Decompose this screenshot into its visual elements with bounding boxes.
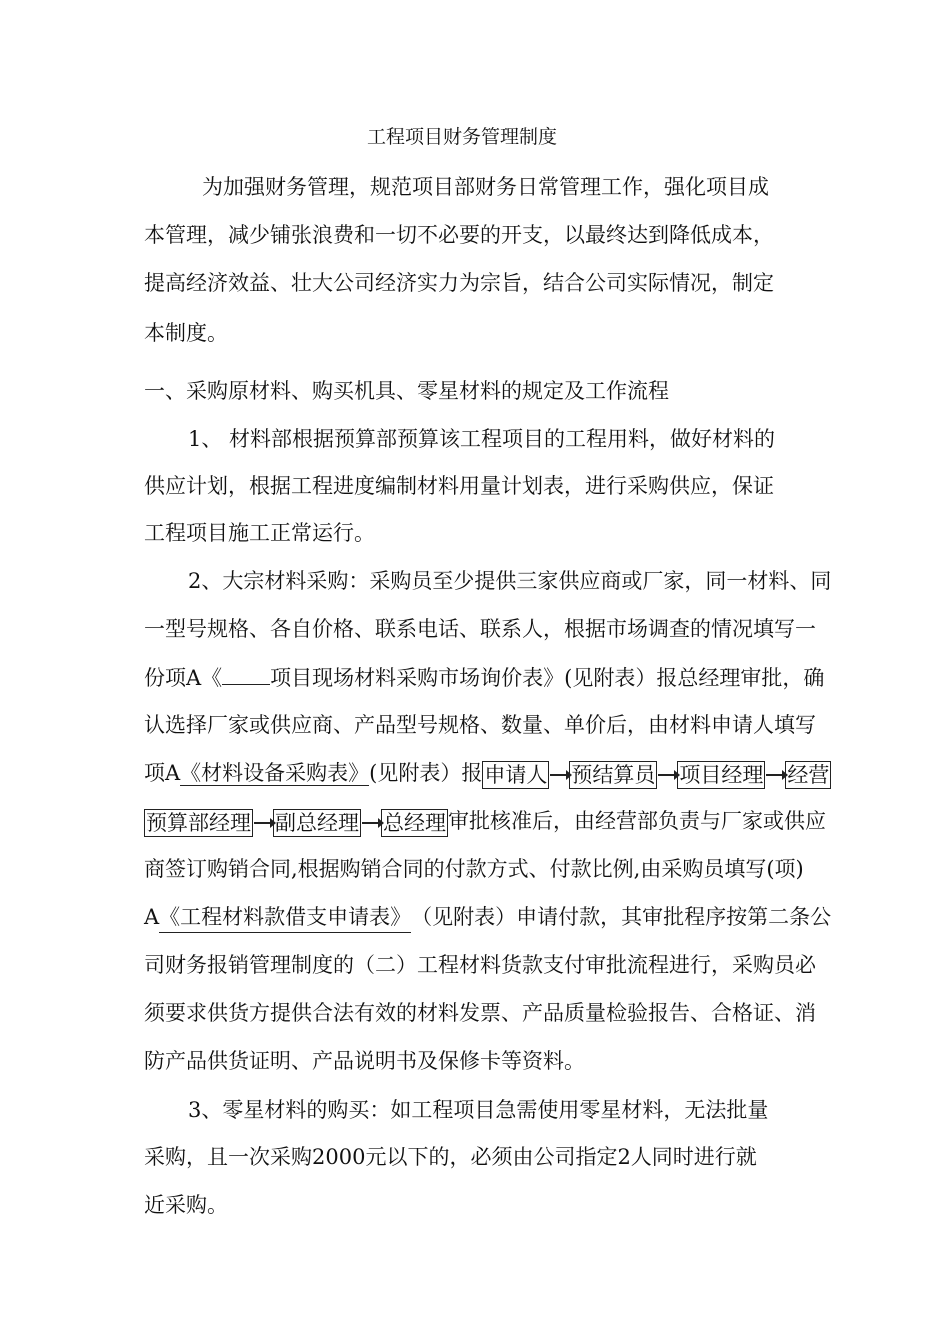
- project-name-blank: [222, 662, 270, 685]
- intro-line-2: 本管理，减少铺张浪费和一切不必要的开支，以最终达到降低成本，: [144, 223, 774, 247]
- item-2-line-1: 2、大宗材料采购：采购员至少提供三家供应商或厂家，同一材料、同: [188, 569, 832, 593]
- flow-box-general-manager: 总经理: [383, 810, 446, 835]
- document-title: 工程项目财务管理制度: [367, 126, 558, 148]
- item-2-line-10: 须要求供货方提供合法有效的材料发票、产品质量检验报告、合格证、消: [144, 1001, 816, 1025]
- item-2-line-4: 认选择厂家或供应商、产品型号规格、数量、单价后，由材料申请人填写: [144, 713, 816, 737]
- item-3-line-2: 采购，且一次采购2000元以下的，必须由公司指定2人同时进行就: [144, 1145, 757, 1169]
- item-2-line-6-tail: 审批核准后，由经营部负责与厂家或供应: [448, 809, 826, 833]
- item-2-line-5-prefix: 项A: [144, 761, 181, 785]
- flow-box-budget-clerk: 预结算员: [571, 762, 656, 787]
- item-2-line-2: 一型号规格、各自价格、联系电话、联系人，根据市场调查的情况填写一: [144, 617, 816, 641]
- intro-line-1: 为加强财务管理，规范项目部财务日常管理工作，强化项目成: [202, 175, 769, 199]
- intro-line-4: 本制度。: [144, 321, 228, 345]
- flow-arrow-icon: [766, 774, 784, 776]
- item-2-line-8-prefix: A: [144, 905, 160, 929]
- item-2-line-3: [144, 662, 824, 692]
- section-1-heading: 一、采购原材料、购买机具、零星材料的规定及工作流程: [144, 379, 669, 403]
- intro-line-3: 提高经济效益、壮大公司经济实力为宗旨，结合公司实际情况，制定: [144, 271, 774, 295]
- item-2-line-9: 司财务报销管理制度的（二）工程材料货款支付审批流程进行，采购员必: [144, 953, 816, 977]
- flow-box-deputy-gm: 副总经理: [275, 810, 359, 835]
- flow-arrow-icon: [362, 822, 380, 824]
- item-1-line-3: 工程项目施工正常运行。: [144, 521, 375, 545]
- loan-application-form-ref: 《工程材料款借支申请表》: [159, 904, 411, 933]
- flow-arrow-icon: [658, 774, 676, 776]
- material-purchase-form-ref: 《材料设备采购表》: [180, 761, 370, 785]
- item-2-line-7: 商签订购销合同,根据购销合同的付款方式、付款比例,由采购员填写(项): [144, 857, 804, 881]
- item-2-line-3-prefix: 份项A《: [144, 666, 223, 690]
- item-2-line-3-rest: 项目现场材料采购市场询价表》(见附表）报总经理审批，确: [270, 666, 825, 690]
- item-2-line-5-mid: (见附表）报: [369, 761, 483, 785]
- flow-arrow-icon: [254, 822, 272, 824]
- item-2-line-8: [144, 902, 831, 932]
- flow-box-applicant: 申请人: [484, 762, 548, 787]
- item-2-line-8-rest: （见附表）申请付款，其审批程序按第二条公: [411, 905, 832, 929]
- item-2-line-11: 防产品供货证明、产品说明书及保修卡等资料。: [144, 1049, 585, 1073]
- item-1-line-2: 供应计划，根据工程进度编制材料用量计划表，进行采购供应，保证: [144, 474, 774, 498]
- item-2-line-5: [144, 758, 831, 788]
- flow-box-budget-manager: 预算部经理: [146, 810, 251, 835]
- flow-arrow-icon: [550, 774, 568, 776]
- flow-box-operations: 经营: [787, 762, 830, 787]
- item-3-line-3: 近采购。: [144, 1193, 228, 1217]
- item-3-line-1: 3、零星材料的购买：如工程项目急需使用零星材料，无法批量: [188, 1098, 769, 1122]
- flow-box-project-manager: 项目经理: [679, 762, 764, 787]
- item-2-line-6: [144, 806, 826, 836]
- item-1-line-1: 1、 材料部根据预算部预算该工程项目的工程用料，做好材料的: [188, 427, 776, 451]
